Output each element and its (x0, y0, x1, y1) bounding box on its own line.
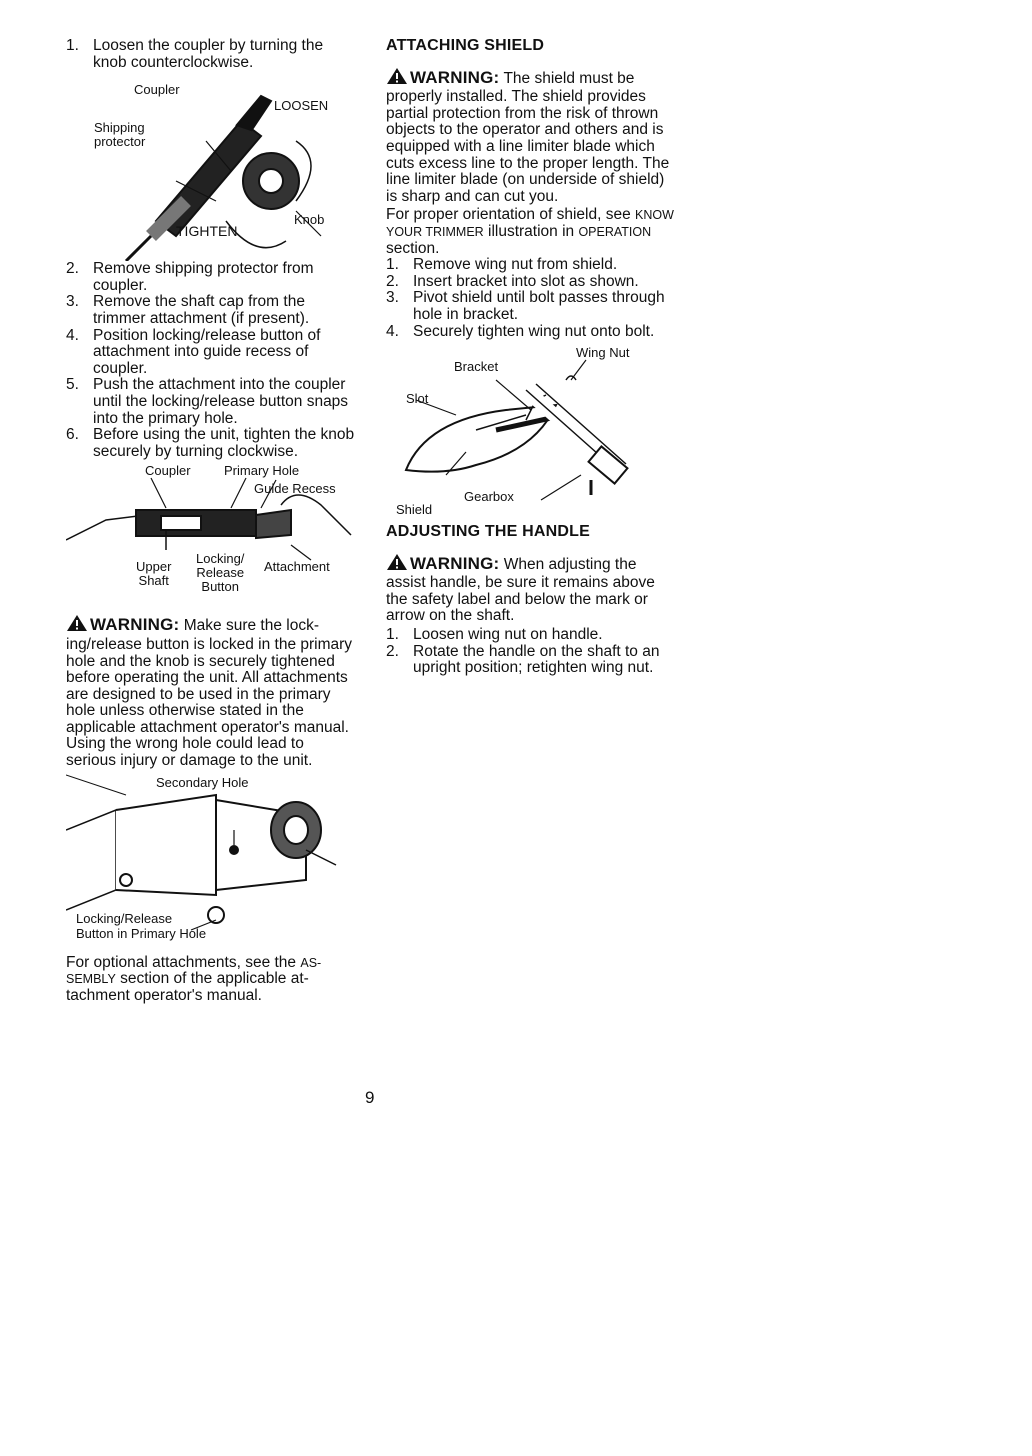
label-shield: Shield (396, 502, 433, 518)
handle-steps (386, 627, 676, 677)
step-6 (66, 427, 356, 460)
label-locking-release-button: Locking/ Release Button (196, 551, 245, 595)
warning-triangle-icon (66, 614, 88, 637)
warning-triangle-icon (386, 553, 408, 576)
label-guide-recess: Guide Recess (254, 481, 336, 497)
label-tighten: TIGHTEN (176, 223, 238, 240)
label-wing-nut: Wing Nut (576, 345, 630, 361)
shield-steps (386, 257, 676, 340)
warning-title: WARNING: (410, 67, 500, 87)
step-text: Remove shipping protector from coupler. (93, 260, 314, 294)
label-primary-hole: Primary Hole (224, 463, 300, 479)
coupler-figure (66, 71, 356, 261)
right-column (386, 38, 676, 677)
label-locking-release: Locking/Release (76, 910, 173, 926)
step-3 (66, 294, 356, 327)
step-number: 5. (66, 376, 79, 394)
label-upper-shaft: Upper Shaft (136, 559, 172, 589)
step-text: Remove the shaft cap from the trimmer attachment (if present). (93, 293, 310, 327)
handle-step-2: 2. Rotate the handle on the shaft to an upright position; retighten wing nut. (386, 642, 660, 677)
step-text: Push the attachment into the coupler until the locking/release button snaps into the primary hole. (93, 376, 349, 427)
shield-step-1: 1. Remove wing nut from shield. (386, 256, 618, 274)
warning-title: WARNING: (90, 615, 180, 635)
warning-text: Make sure the locking/release button is locked in the primary hole and the knob is securely tightened before operating the unit. All attachments are designed to be used in the primary hole unless otherwise stated in the applicable attachment operator's manual. Using the wrong hole could lead to serious injury or damage to the unit. (66, 617, 353, 770)
label-bracket: Bracket (454, 359, 499, 375)
label-coupler: Coupler (134, 82, 180, 98)
label-button-in-primary-hole: Button in Primary Hole (76, 925, 207, 941)
shield-figure (386, 340, 676, 518)
step-number: 2. (66, 260, 79, 278)
heading-attaching-shield: ATTACHING SHIELD (386, 37, 545, 54)
step-4 (66, 328, 356, 378)
shield-step-3: 3. Pivot shield until bolt passes through hole in bracket. (386, 289, 665, 323)
step-number: 1. (66, 37, 79, 54)
step-number: 6. (66, 426, 79, 444)
steps-list-1 (66, 38, 356, 71)
handle-step-1: 1. Loosen wing nut on handle. (386, 626, 603, 644)
warning-shield (386, 67, 676, 206)
step-text: Position locking/release button of attachment into guide recess of coupler. (93, 326, 321, 377)
shield-step-4: 4. Securely tighten wing nut onto bolt. (386, 322, 655, 340)
step-5 (66, 377, 356, 427)
heading-adjusting-handle: ADJUSTING THE HANDLE (386, 523, 591, 541)
label-slot: Slot (406, 391, 429, 407)
shield-step-2: 2. Insert bracket into slot as shown. (386, 272, 639, 290)
orientation-note: For proper orientation of shield, see KNOW YOUR TRIMMER illustration in OPERATION section. (386, 206, 674, 257)
warning-lock (66, 614, 356, 769)
label-coupler-2: Coupler (145, 463, 191, 479)
label-attachment: Attachment (264, 559, 330, 575)
attachment-figure (66, 460, 356, 610)
warning-text: When adjusting the assist handle, be sure it remains above the safety label and below the mark or arrow on the shaft. (386, 555, 655, 625)
steps-list-2 (66, 261, 356, 460)
step-text: Before using the unit, tighten the knob securely by turning clockwise. (93, 426, 355, 460)
page-number: 9 (365, 1088, 375, 1107)
warning-text: The shield must be properly installed. The shield provides partial protection from the risk of thrown objects to the operator and others and is equipped with a line limiter blade which cuts excess line to the proper length. The line limiter blade (on underside of shield) is sharp and can cut you. (386, 69, 670, 205)
warning-title: WARNING: (410, 553, 500, 573)
label-gearbox: Gearbox (464, 489, 514, 505)
label-secondary-hole: Secondary Hole (156, 774, 249, 790)
shield-illustration (386, 340, 676, 508)
label-knob: Knob (294, 212, 325, 228)
step-text: Loosen the coupler by turning the knob counterclockwise. (93, 37, 324, 71)
step-2 (66, 261, 356, 294)
label-shipping-protector: Shipping protector (94, 120, 146, 150)
left-column (66, 38, 356, 1004)
optional-attachments-note: For optional attachments, see the ASSEMBLY section of the applicable attachment operator's manual. (66, 953, 322, 1004)
warning-handle (386, 553, 676, 625)
secondary-hole-figure (66, 770, 356, 955)
step-number: 4. (66, 326, 79, 344)
step-1 (66, 38, 356, 71)
warning-triangle-icon (386, 67, 408, 90)
label-loosen: LOOSEN (274, 98, 329, 114)
step-number: 3. (66, 293, 79, 311)
